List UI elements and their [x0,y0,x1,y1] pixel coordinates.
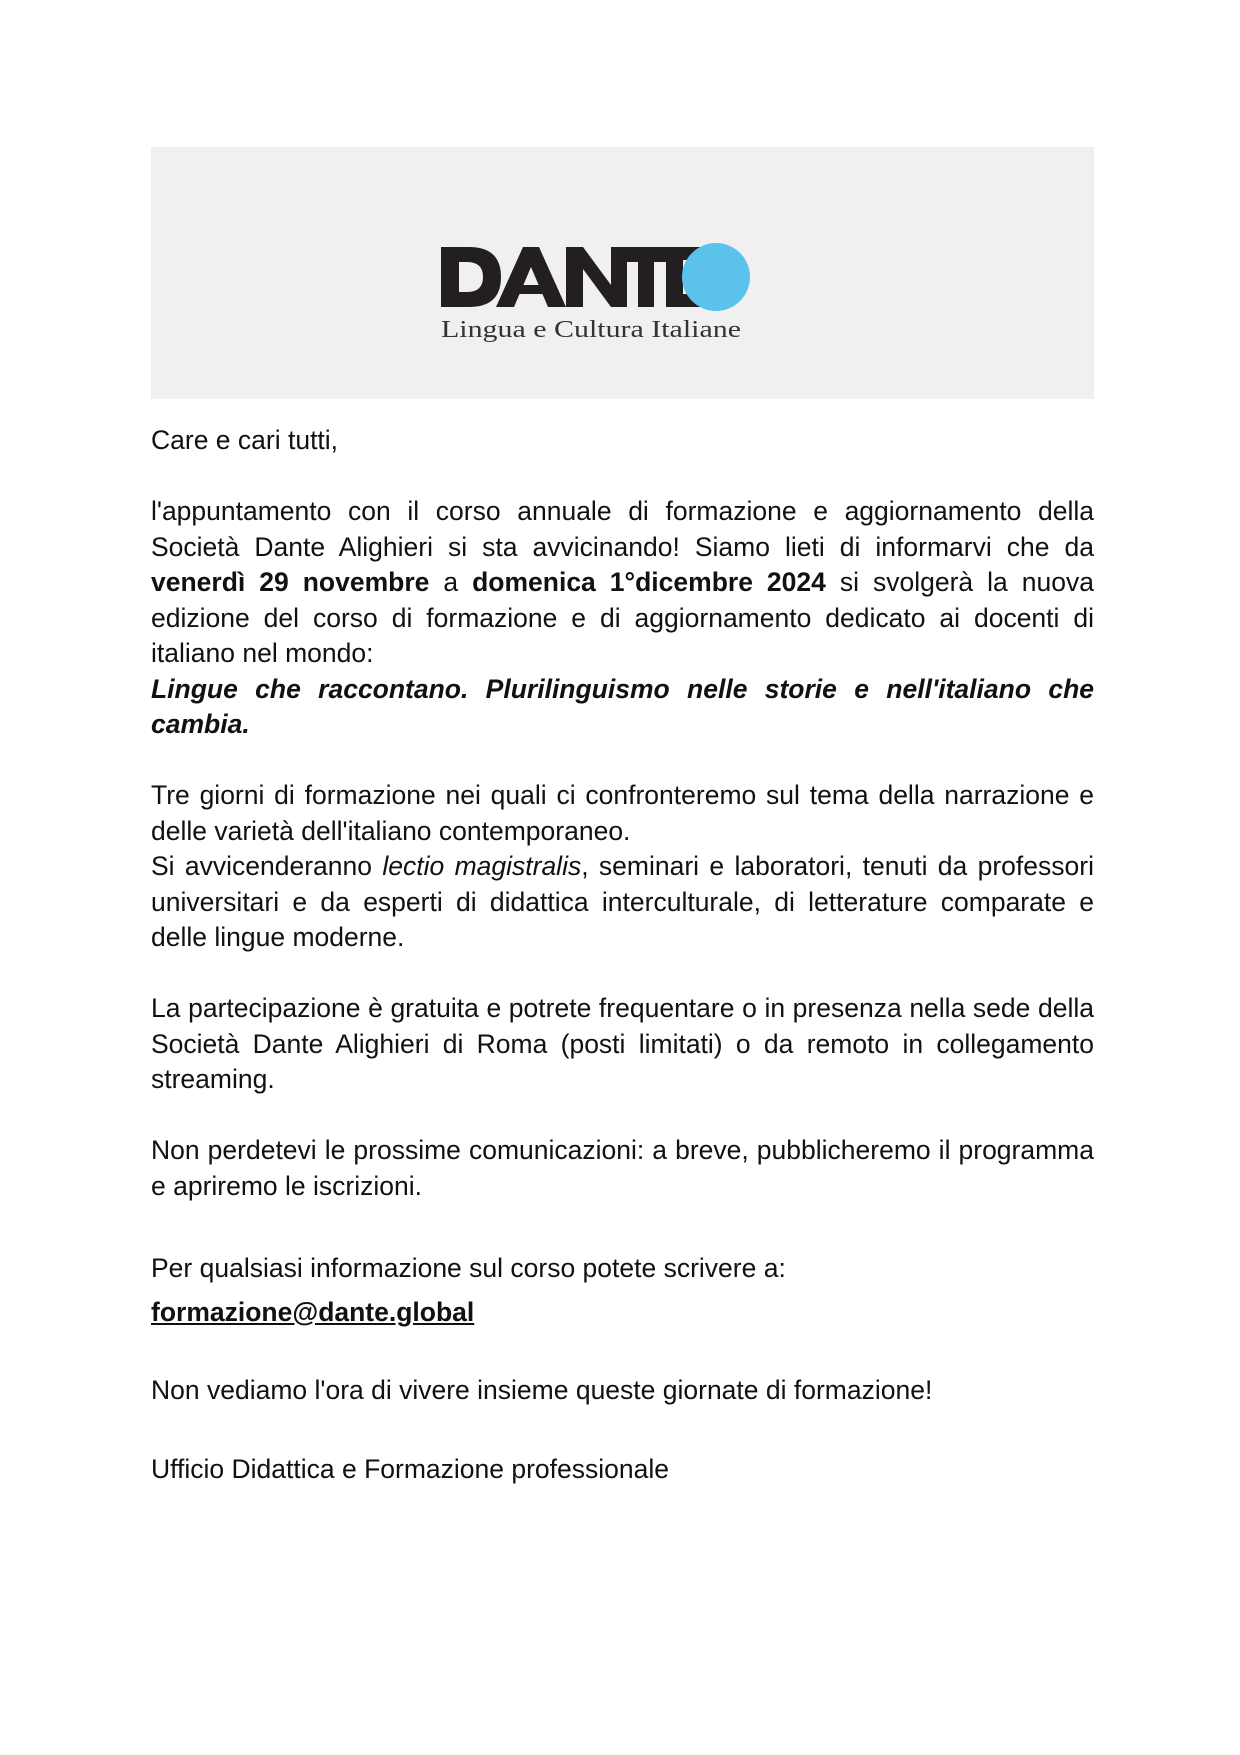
announcement-intro: l'appuntamento con il corso annuale di formazione e aggiornamento della Società Dante Alighieri si sta avvicinando! Siamo lieti di informarvi che da [151,496,1094,562]
logo-letter-a-bar [516,285,546,294]
header-banner [151,147,1094,399]
date-start: venerdì 29 novembre [151,567,430,597]
logo-circle [682,243,750,311]
paragraph-announcement [151,494,1094,672]
date-end: domenica 1°dicembre 2024 [472,567,826,597]
email-link[interactable]: formazione@dante.global [151,1296,475,1327]
announcement-rest: si svolgerà la nuova edizione del corso di formazione e di aggiornamento dedicato ai docenti di italiano nel mondo: [151,567,1094,668]
paragraph-updates: Non perdetevi le prossime comunicazioni: a breve, pubblicheremo il programma e apriremo le iscrizioni. [151,1135,1094,1201]
info-line: Per qualsiasi informazione sul corso potete scrivere a: [151,1253,786,1283]
paragraph-description-line1: Tre giorni di formazione nei quali ci confronteremo sul tema della narrazione e delle varietà dell'italiano contemporaneo. [151,780,1094,846]
description-start: Si avvicenderanno [151,851,383,881]
paragraph-participation: La partecipazione è gratuita e potrete frequentare o in presenza nella sede della Società Dante Alighieri di Roma (posti limitati) o da remoto in collegamento streaming. [151,993,1094,1094]
logo-letter-a [496,247,566,307]
paragraph-description-line2 [151,849,1094,956]
signature: Ufficio Didattica e Formazione professionale [151,1453,669,1484]
letter-body [151,423,1094,1487]
logo-tagline: Lingua e Cultura Italiane [441,317,741,342]
course-title: Lingue che raccontano. Plurilinguismo nelle storie e nell'italiano che cambia. [151,673,1094,739]
logo-letter-n [566,247,627,307]
logo-letter-d [441,247,501,307]
closing-line: Non vediamo l'ora di vivere insieme queste giornate di formazione! [151,1375,933,1405]
lectio-magistralis: lectio magistralis [382,851,582,881]
greeting: Care e cari tutti, [151,425,339,455]
date-connector: a [429,567,473,597]
description-rest: , seminari e laboratori, tenuti da professori universitari e da esperti di didattica interculturale, di letterature comparate e delle lingue moderne. [151,851,1094,952]
dante-logo [441,217,811,342]
logo-letter-t [621,247,671,307]
